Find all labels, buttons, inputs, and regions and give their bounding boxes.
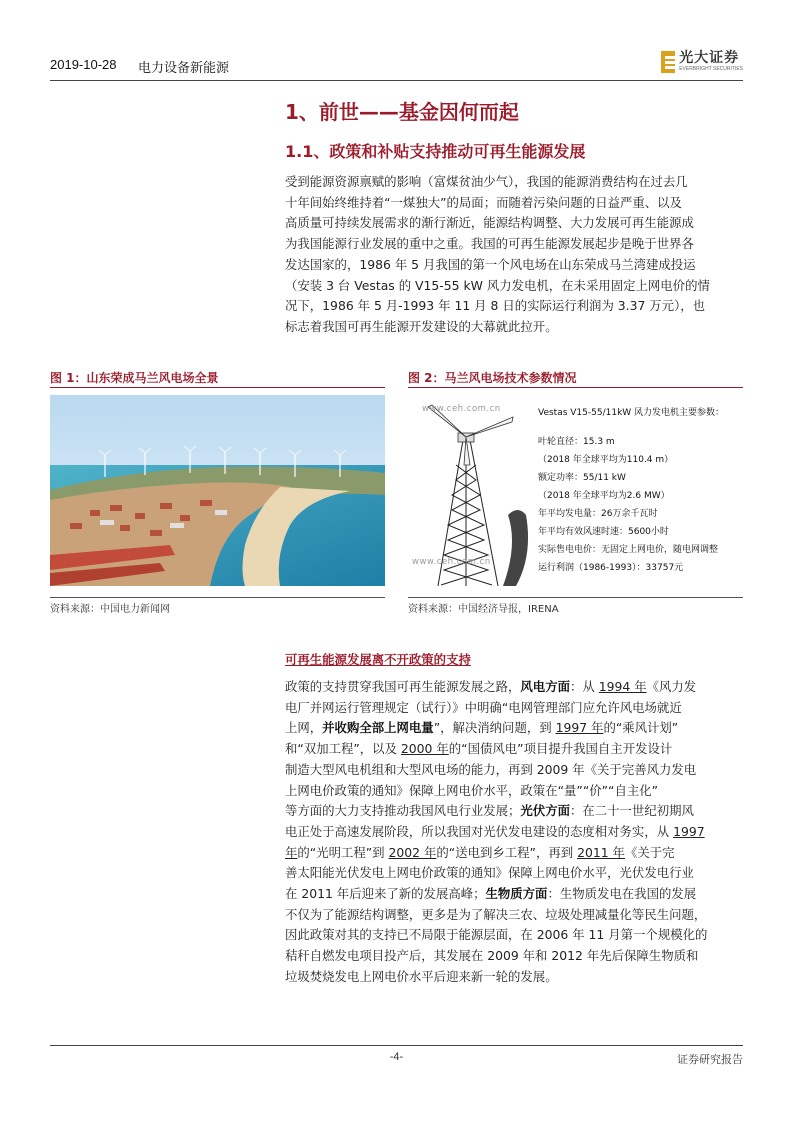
watermark-bottom: www.ceh.com.cn xyxy=(412,557,491,567)
intro-line: 发达国家的，1986 年 5 月我国的第一个风电场在山东荣成马兰湾建成投运 xyxy=(285,256,696,272)
policy-line: 秸秆自燃发电项目投产后，其发展在 2009 年和 2012 年先后保障生物质和 xyxy=(285,948,699,964)
figure2-source: 资料来源：中国经济导报，IRENA xyxy=(408,604,559,615)
figure2-source-rule xyxy=(408,597,743,598)
intro-line: 为我国能源行业发展的重中之重。我国的可再生能源发展起步是晚于世界各 xyxy=(285,236,694,252)
text-run: ：在二十一世纪初期风 xyxy=(569,803,694,819)
underlined-run: 1997 年 xyxy=(555,720,604,736)
policy-paragraph xyxy=(285,677,743,988)
intro-paragraph xyxy=(285,172,743,338)
policy-line xyxy=(285,739,743,760)
text-run: ：从 xyxy=(569,679,599,694)
policy-line: 不仅为了能源结构调整，更多是为了解决三农、垃圾处理减量化等民生问题， xyxy=(285,906,707,922)
text-run: 的“送电到乡工程”，再到 xyxy=(436,844,578,860)
intro-line: 受到能源资源禀赋的影响（富煤贫油少气），我国的能源消费结构在过去几 xyxy=(285,174,688,189)
intro-line: （安装 3 台 Vestas 的 V15-55 kW 风力发电机，在未采用固定上网电价的情 xyxy=(285,277,710,293)
bold-run: 风电方面 xyxy=(520,679,570,694)
policy-line xyxy=(285,801,743,822)
figure1-title-rule xyxy=(50,387,385,388)
text-run: 和“双加工程”，以及 xyxy=(285,741,401,757)
intro-line: 十年间始终维持着“一煤独大”的局面；而随着污染问题的日益严重、以及 xyxy=(285,194,682,210)
report-date: 2019-10-28 xyxy=(50,57,117,72)
figure1-photo xyxy=(50,395,385,586)
text-run: 的“国债风电”项目提升我国自主开发设计 xyxy=(448,741,673,757)
text-run: 《关于完 xyxy=(624,844,675,860)
bold-run: 并收购全部上网电量 xyxy=(322,720,434,736)
bold-run: 生物质方面 xyxy=(485,886,548,902)
underlined-run: 2000 年 xyxy=(400,741,449,757)
header-divider xyxy=(50,80,743,81)
policy-subtitle: 可再生能源发展离不开政策的支持 xyxy=(285,652,471,667)
figure2-title: 图 2：马兰风电场技术参数情况 xyxy=(408,371,577,385)
spec-item: 额定功率：55/11 kW xyxy=(538,473,626,483)
policy-line xyxy=(285,884,743,905)
policy-line: 善太阳能光伏发电上网电价政策的通知》保障上网电价水平，光伏发电行业 xyxy=(285,865,694,881)
brand-logo xyxy=(661,51,743,73)
spec-item: 叶轮直径：15.3 m xyxy=(538,437,615,447)
subsection-heading: 1.1、政策和补贴支持推动可再生能源发展 xyxy=(285,142,586,161)
spec-item: （2018 年全球平均为110.4 m） xyxy=(538,455,674,465)
figure1-title: 图 1：山东荣成马兰风电场全景 xyxy=(50,371,219,385)
text-run: 电正处于高速发展阶段，所以我国对光伏发电建设的态度相对务实，从 xyxy=(285,823,674,839)
footer-label: 证券研究报告 xyxy=(677,1053,743,1066)
spec-title: Vestas V15-55/11kW 风力发电机主要参数： xyxy=(538,408,725,418)
text-run: 政策的支持贯穿我国可再生能源发展之路， xyxy=(285,679,521,694)
policy-line: 制造大型风电机组和大型风电场的能力，再到 2009 年《关于完善风力发电 xyxy=(285,761,697,777)
text-run: 《风力发 xyxy=(646,679,697,694)
text-run: ：生物质发电在我国的发展 xyxy=(547,886,697,902)
figure1-source-rule xyxy=(50,597,385,598)
logo-name: 光大证券 xyxy=(679,50,740,66)
logo-english: EVERBRIGHT SECURITIES xyxy=(679,66,743,72)
underlined-run: 2011 年 xyxy=(577,844,625,860)
policy-line xyxy=(285,822,743,843)
spec-item: 实际售电电价：无固定上网电价，随电网调整 xyxy=(538,545,719,555)
figure2-title-rule xyxy=(408,387,743,388)
figure2-panel xyxy=(408,395,743,586)
figure1-source: 资料来源：中国电力新闻网 xyxy=(50,604,170,615)
underlined-run: 年 xyxy=(285,844,298,860)
policy-line xyxy=(285,718,743,739)
text-run: 等方面的大力支持推动我国风电行业发展； xyxy=(285,803,521,819)
section-heading: 1、前世——基金因何而起 xyxy=(285,100,519,124)
spec-item: 年平均有效风速时速：5600小时 xyxy=(538,527,669,537)
underlined-run: 1994 年 xyxy=(598,679,647,694)
text-run: ”，解决消纳问题，到 xyxy=(433,720,556,736)
intro-line: 标志着我国可再生能源开发建设的大幕就此拉开。 xyxy=(285,318,558,334)
underlined-run: 1997 xyxy=(673,823,705,839)
policy-line: 上网电价政策的通知》保障上网电价水平，政策在“量”“价”“自主化” xyxy=(285,782,659,798)
policy-line xyxy=(285,843,743,864)
spec-item: （2018 年全球平均为2.6 MW） xyxy=(538,491,670,501)
policy-line: 因此政策对其的支持已不局限于能源层面，在 2006 年 11 月第一个规模化的 xyxy=(285,927,708,943)
watermark-top: www.ceh.com.cn xyxy=(422,404,501,414)
text-run: 上网， xyxy=(285,720,323,736)
policy-line: 电厂并网运行管理规定（试行）》中明确“电网管理部门应允许风电场就近 xyxy=(285,699,682,715)
text-run: 的“乘风计划” xyxy=(603,720,679,736)
policy-line: 垃圾焚烧发电上网电价水平后迎来新一轮的发展。 xyxy=(285,968,558,984)
spec-item: 运行利润（1986-1993）：33757元 xyxy=(538,563,684,573)
text-run: 在 2011 年后迎来了新的发展高峰； xyxy=(285,886,486,902)
page-number: -4- xyxy=(389,1051,404,1063)
footer-divider xyxy=(50,1045,743,1046)
text-run: 的“光明工程”到 xyxy=(297,844,389,860)
underlined-run: 2002 年 xyxy=(388,844,437,860)
bold-run: 光伏方面 xyxy=(520,803,570,819)
logo-mark-icon xyxy=(661,51,675,73)
report-category: 电力设备新能源 xyxy=(138,61,230,76)
intro-line: 况下，1986 年 5 月-1993 年 11 月 8 日的实际运行利润为 3.37 万元），也 xyxy=(285,298,706,314)
policy-line xyxy=(285,677,743,698)
intro-line: 高质量可持续发展需求的渐行渐近，能源结构调整、大力发展可再生能源成 xyxy=(285,215,694,231)
spec-item: 年平均发电量：26万余千瓦时 xyxy=(538,509,658,519)
